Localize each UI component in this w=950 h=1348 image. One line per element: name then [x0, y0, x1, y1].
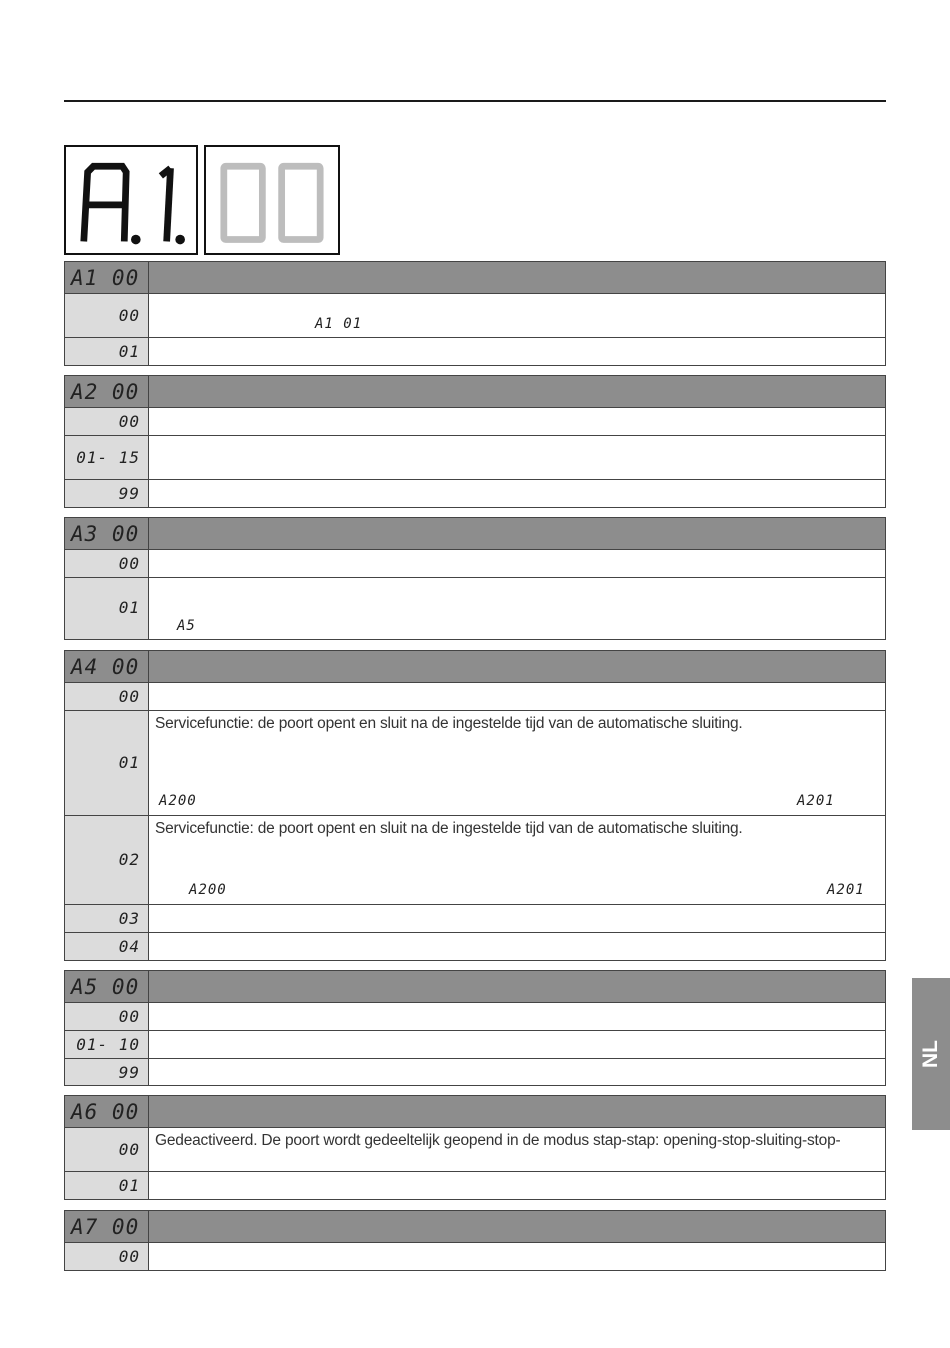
option-value: 99	[118, 484, 140, 503]
parameter-code: A2 00	[71, 380, 140, 404]
language-tab-label: NL	[919, 1040, 942, 1068]
option-value: 03	[118, 909, 140, 928]
parameter-code: A1 00	[71, 266, 140, 290]
section-header	[64, 261, 886, 294]
option-value: 02	[118, 850, 140, 869]
option-value: 00	[118, 412, 140, 431]
parameter-code: A4 00	[71, 655, 140, 679]
option-description: Gedeactiveerd. De poort wordt gedeeltelijk geopend in de modus stap-stap: opening-stop-sluiting-stop-	[155, 1132, 841, 1149]
table-row	[64, 550, 886, 578]
display-value	[204, 145, 340, 255]
table-row	[64, 1128, 886, 1172]
reference-code: A201	[827, 882, 865, 898]
table-row	[64, 905, 886, 933]
section-header	[64, 1095, 886, 1128]
section-header	[64, 375, 886, 408]
option-value: 00	[118, 687, 140, 706]
option-value: 99	[118, 1063, 140, 1082]
option-value: 00	[118, 306, 140, 325]
parameter-code: A5 00	[71, 975, 140, 999]
reference-code: A5	[177, 618, 196, 634]
table-row	[64, 711, 886, 816]
table-row	[64, 480, 886, 508]
table-row	[64, 1031, 886, 1059]
reference-code: A1 01	[315, 316, 363, 332]
section-a7	[64, 1210, 886, 1271]
option-value: 01	[118, 1176, 140, 1195]
section-a5	[64, 970, 886, 1086]
parameter-code: A3 00	[71, 522, 140, 546]
table-row	[64, 1172, 886, 1200]
table-row	[64, 1059, 886, 1086]
option-value: 01- 10	[76, 1035, 140, 1054]
section-header	[64, 970, 886, 1003]
parameter-code: A7 00	[71, 1215, 140, 1239]
option-value: 00	[118, 1007, 140, 1026]
option-value: 01	[118, 598, 140, 617]
table-row	[64, 816, 886, 905]
option-description: Servicefunctie: de poort opent en sluit na de ingestelde tijd van de automatische sluiting.	[155, 715, 743, 732]
section-a4	[64, 650, 886, 961]
table-row	[64, 578, 886, 640]
reference-code: A201	[797, 793, 835, 809]
table-row	[64, 1243, 886, 1271]
option-value: 01	[118, 753, 140, 772]
table-row	[64, 933, 886, 961]
display-parameter	[64, 145, 198, 255]
section-a3	[64, 517, 886, 640]
section-header	[64, 1210, 886, 1243]
section-a1	[64, 261, 886, 366]
option-value: 01	[118, 342, 140, 361]
option-value: 00	[118, 1140, 140, 1159]
section-a6	[64, 1095, 886, 1200]
section-header	[64, 650, 886, 683]
seven-segment-A1	[66, 147, 196, 253]
option-value: 00	[118, 554, 140, 573]
table-row	[64, 408, 886, 436]
option-value: 01- 15	[76, 448, 140, 467]
reference-code: A200	[189, 882, 227, 898]
option-value: 04	[118, 937, 140, 956]
table-row	[64, 338, 886, 366]
top-rule	[64, 100, 886, 102]
section-a2	[64, 375, 886, 508]
option-description: Servicefunctie: de poort opent en sluit na de ingestelde tijd van de automatische sluiting.	[155, 820, 743, 837]
option-value: 00	[118, 1247, 140, 1266]
table-row	[64, 1003, 886, 1031]
table-row	[64, 436, 886, 480]
parameter-code: A6 00	[71, 1100, 140, 1124]
language-tab	[912, 978, 950, 1130]
table-row	[64, 683, 886, 711]
seven-segment-00	[206, 147, 338, 253]
reference-code: A200	[159, 793, 197, 809]
section-header	[64, 517, 886, 550]
table-row	[64, 294, 886, 338]
